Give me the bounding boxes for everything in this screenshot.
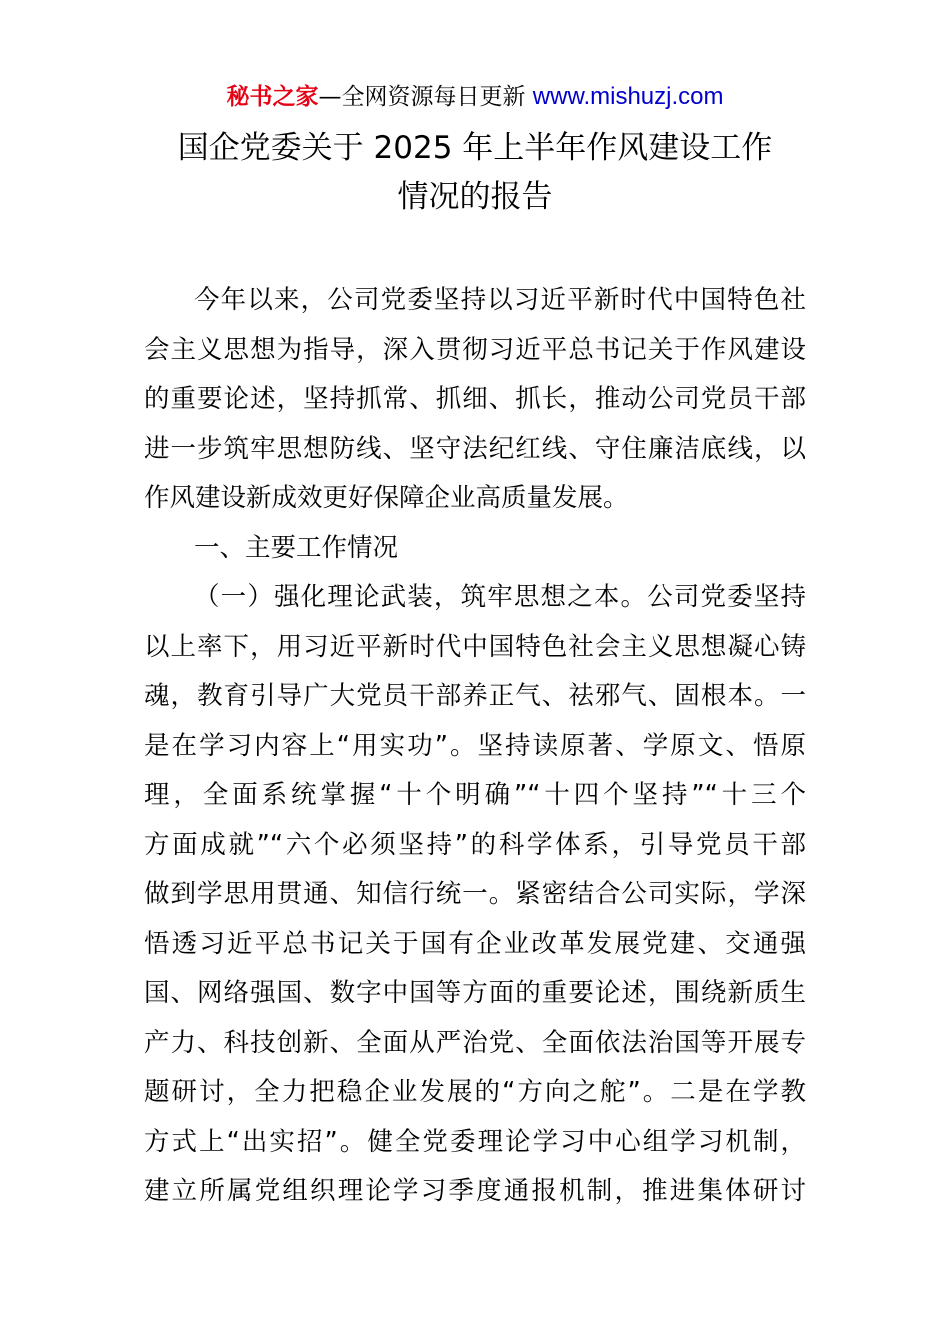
paragraph-line: 今年以来，公司党委坚持以习近平新时代中国特色社 [194, 285, 806, 315]
paragraph-line: 方面成就”“六个必须坚持”的科学体系，引导党员干部 [144, 829, 806, 860]
paragraph-line: 进一步筑牢思想防线、坚守法纪红线、守住廉洁底线，以 [144, 433, 806, 464]
site-tagline: —全网资源每日更新 [318, 84, 526, 110]
paragraph-line: 以上率下，用习近平新时代中国特色社会主义思想凝心铸 [144, 631, 806, 662]
paragraph-line: 作风建设新成效更好保障企业高质量发展。 [144, 483, 629, 513]
site-url[interactable]: www.mishuzj.com [532, 83, 724, 110]
section-heading: 一、主要工作情况 [194, 532, 399, 563]
document-title-line-2: 情况的报告 [397, 179, 553, 215]
paragraph-line: 产力、科技创新、全面从严治党、全面依法治国等开展专 [144, 1027, 806, 1058]
paragraph-line: 国、网络强国、数字中国等方面的重要论述，围绕新质生 [144, 978, 806, 1008]
paragraph-line: 理，全面系统掌握“十个明确”“十四个坚持”“十三个 [144, 780, 806, 810]
paragraph-line: 悟透习近平总书记关于国有企业改革发展党建、交通强 [144, 928, 806, 959]
paragraph-line: 建立所属党组织理论学习季度通报机制，推进集体研讨 [144, 1176, 806, 1206]
paragraph-line: 的重要论述，坚持抓常、抓细、抓长，推动公司党员干部 [144, 384, 806, 414]
site-header [0, 80, 950, 114]
paragraph-line: 是在学习内容上“用实功”。坚持读原著、学原文、悟原 [144, 730, 806, 761]
paragraph-line: 方式上“出实招”。健全党委理论学习中心组学习机制， [144, 1126, 806, 1157]
site-brand: 秘书之家 [226, 84, 319, 110]
paragraph-line: 魂，教育引导广大党员干部养正气、祛邪气、固根本。一 [144, 681, 806, 711]
document-body [144, 276, 806, 1217]
document-title-line-1: 国企党委关于 2025 年上半年作风建设工作 [177, 130, 773, 166]
paragraph-line: （一）强化理论武装，筑牢思想之本。公司党委坚持 [194, 582, 806, 612]
paragraph-line: 会主义思想为指导，深入贯彻习近平总书记关于作风建设 [144, 334, 806, 365]
paragraph-line: 题研讨，全力把稳企业发展的“方向之舵”。二是在学教 [144, 1077, 806, 1107]
paragraph-line: 做到学思用贯通、知信行统一。紧密结合公司实际，学深 [144, 879, 806, 909]
